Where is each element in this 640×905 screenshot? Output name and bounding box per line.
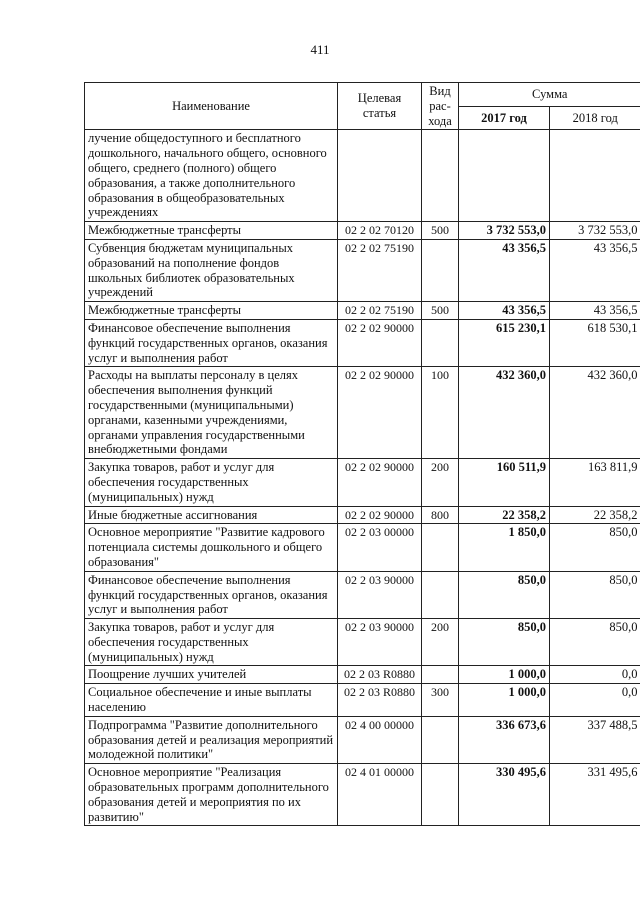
table-row bbox=[85, 319, 640, 366]
row-name: Социальное обеспечение и иные выплаты населению bbox=[85, 684, 338, 717]
row-target-code: 02 4 01 00000 bbox=[338, 764, 422, 826]
row-name: Финансовое обеспечение выполнения функций государственных органов, оказания услуг и выполнения работ bbox=[85, 319, 338, 366]
page-number: 411 bbox=[310, 42, 330, 57]
row-name: Основное мероприятие "Развитие кадрового потенциала системы дошкольного и общего образования" bbox=[85, 524, 338, 571]
row-expense-type bbox=[422, 716, 459, 763]
row-target-code: 02 2 03 R0880 bbox=[338, 684, 422, 717]
header-2018: 2018 год bbox=[550, 106, 640, 130]
row-expense-type bbox=[422, 571, 459, 618]
row-target-code: 02 2 03 R0880 bbox=[338, 666, 422, 684]
row-amount-2018: 331 495,6 bbox=[550, 764, 640, 826]
row-name: Межбюджетные трансферты bbox=[85, 222, 338, 240]
row-target-code bbox=[338, 130, 422, 222]
row-target-code: 02 2 03 90000 bbox=[338, 619, 422, 666]
row-name: Субвенция бюджетам муниципальных образований на пополнение фондов школьных библиотек образовательных учреждений bbox=[85, 239, 338, 301]
row-name: Межбюджетные трансферты bbox=[85, 302, 338, 320]
row-amount-2018: 43 356,5 bbox=[550, 239, 640, 301]
row-target-code: 02 2 03 00000 bbox=[338, 524, 422, 571]
row-amount-2018: 432 360,0 bbox=[550, 367, 640, 459]
row-amount-2017: 336 673,6 bbox=[459, 716, 550, 763]
row-amount-2018: 0,0 bbox=[550, 666, 640, 684]
row-name: Закупка товаров, работ и услуг для обеспечения государственных (муниципальных) нужд bbox=[85, 459, 338, 506]
row-amount-2017: 3 732 553,0 bbox=[459, 222, 550, 240]
table-row bbox=[85, 222, 640, 240]
row-target-code: 02 4 00 00000 bbox=[338, 716, 422, 763]
table-row bbox=[85, 130, 640, 222]
row-amount-2017 bbox=[459, 130, 550, 222]
row-target-code: 02 2 02 90000 bbox=[338, 506, 422, 524]
row-amount-2017: 615 230,1 bbox=[459, 319, 550, 366]
row-amount-2017: 432 360,0 bbox=[459, 367, 550, 459]
budget-table bbox=[84, 82, 640, 826]
row-amount-2018: 43 356,5 bbox=[550, 302, 640, 320]
row-expense-type: 200 bbox=[422, 459, 459, 506]
row-expense-type bbox=[422, 666, 459, 684]
row-name: Иные бюджетные ассигнования bbox=[85, 506, 338, 524]
row-name: Финансовое обеспечение выполнения функций государственных органов, оказания услуг и выполнения работ bbox=[85, 571, 338, 618]
table-row bbox=[85, 524, 640, 571]
row-expense-type: 200 bbox=[422, 619, 459, 666]
table-row bbox=[85, 684, 640, 717]
row-name: лучение общедоступного и бесплатного дошкольного, начального общего, основного общего, среднего (полного) общего образования, а также дополнительного образования в общеобразовательных учреждениях bbox=[85, 130, 338, 222]
row-amount-2018 bbox=[550, 130, 640, 222]
row-target-code: 02 2 02 75190 bbox=[338, 239, 422, 301]
header-name: Наименование bbox=[85, 83, 338, 130]
row-amount-2018: 163 811,9 bbox=[550, 459, 640, 506]
row-amount-2018: 337 488,5 bbox=[550, 716, 640, 763]
row-amount-2017: 43 356,5 bbox=[459, 239, 550, 301]
table-row bbox=[85, 506, 640, 524]
row-expense-type bbox=[422, 239, 459, 301]
row-expense-type bbox=[422, 524, 459, 571]
row-amount-2018: 850,0 bbox=[550, 571, 640, 618]
row-amount-2018: 0,0 bbox=[550, 684, 640, 717]
row-expense-type: 300 bbox=[422, 684, 459, 717]
row-expense-type bbox=[422, 319, 459, 366]
row-name: Закупка товаров, работ и услуг для обеспечения государственных (муниципальных) нужд bbox=[85, 619, 338, 666]
table-row bbox=[85, 716, 640, 763]
row-expense-type: 800 bbox=[422, 506, 459, 524]
table-header bbox=[85, 83, 640, 130]
row-target-code: 02 2 02 90000 bbox=[338, 319, 422, 366]
row-target-code: 02 2 02 90000 bbox=[338, 459, 422, 506]
row-amount-2018: 850,0 bbox=[550, 619, 640, 666]
row-target-code: 02 2 03 90000 bbox=[338, 571, 422, 618]
row-amount-2018: 618 530,1 bbox=[550, 319, 640, 366]
header-sum: Сумма bbox=[459, 83, 640, 107]
row-amount-2017: 1 000,0 bbox=[459, 666, 550, 684]
row-name: Подпрограмма "Развитие дополнительного образования детей и реализация мероприятий молодежной политики" bbox=[85, 716, 338, 763]
row-amount-2017: 160 511,9 bbox=[459, 459, 550, 506]
row-expense-type: 500 bbox=[422, 302, 459, 320]
table-row bbox=[85, 239, 640, 301]
row-amount-2017: 850,0 bbox=[459, 619, 550, 666]
table-row bbox=[85, 571, 640, 618]
table-row bbox=[85, 619, 640, 666]
table-row bbox=[85, 459, 640, 506]
row-amount-2017: 330 495,6 bbox=[459, 764, 550, 826]
table-body bbox=[85, 130, 640, 826]
row-amount-2017: 1 000,0 bbox=[459, 684, 550, 717]
row-target-code: 02 2 02 70120 bbox=[338, 222, 422, 240]
header-type: Вид рас-хода bbox=[422, 83, 459, 130]
row-amount-2017: 850,0 bbox=[459, 571, 550, 618]
row-amount-2017: 1 850,0 bbox=[459, 524, 550, 571]
row-name: Поощрение лучших учителей bbox=[85, 666, 338, 684]
row-name: Расходы на выплаты персоналу в целях обеспечения выполнения функций государственными (муниципальными) органами, казенными учреждениями, органами управления государственными внебюджетными фондами bbox=[85, 367, 338, 459]
row-expense-type: 500 bbox=[422, 222, 459, 240]
table-row bbox=[85, 367, 640, 459]
header-2017: 2017 год bbox=[459, 106, 550, 130]
row-name: Основное мероприятие "Реализация образовательных программ дополнительного образования детей и мероприятия по их развитию" bbox=[85, 764, 338, 826]
row-amount-2017: 22 358,2 bbox=[459, 506, 550, 524]
table-row bbox=[85, 302, 640, 320]
row-amount-2018: 850,0 bbox=[550, 524, 640, 571]
row-expense-type bbox=[422, 764, 459, 826]
table-row bbox=[85, 764, 640, 826]
row-expense-type bbox=[422, 130, 459, 222]
row-target-code: 02 2 02 90000 bbox=[338, 367, 422, 459]
row-amount-2017: 43 356,5 bbox=[459, 302, 550, 320]
row-expense-type: 100 bbox=[422, 367, 459, 459]
table-row bbox=[85, 666, 640, 684]
header-target: Целевая статья bbox=[338, 83, 422, 130]
row-amount-2018: 3 732 553,0 bbox=[550, 222, 640, 240]
row-amount-2018: 22 358,2 bbox=[550, 506, 640, 524]
row-target-code: 02 2 02 75190 bbox=[338, 302, 422, 320]
